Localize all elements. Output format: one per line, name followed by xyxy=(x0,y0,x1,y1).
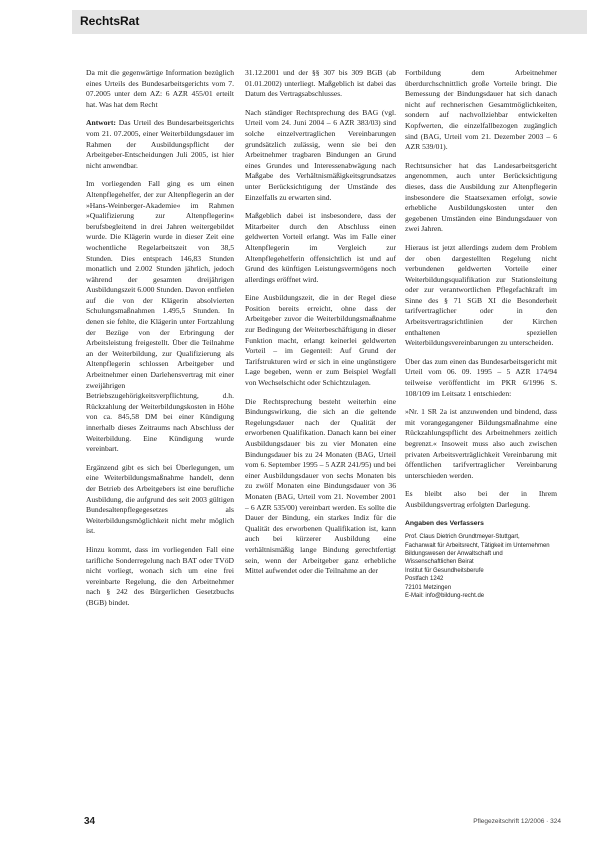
author-info-email: E-Mail: info@bildung-recht.de xyxy=(405,593,485,599)
section-title: RechtsRat xyxy=(80,14,140,28)
text-column-3 xyxy=(405,68,557,600)
answer-label: Antwort: xyxy=(86,118,116,128)
author-info-line: Postfach 1242 xyxy=(405,576,444,583)
footer-source: Pflegezeitschrift 12/2006 · 324 xyxy=(473,818,561,825)
author-info-line: Institut für Gesundheitsberufe xyxy=(405,567,484,574)
paragraph-answer: Antwort: Das Urteil des Bundesarbeitsgerichts vom 21. 07.2005, einer Weiterbildungsdauer im Rahmen der Ausbildungspflicht der Arbeitgeber-Entscheidungen Juli 2005, ist hier nicht anwendbar. xyxy=(86,118,234,170)
text-column-2 xyxy=(245,68,396,585)
paragraph: Ergänzend gibt es sich bei Überlegungen, um eine Weiterbildungsmaßnahme handelt, denn der Betrieb des Arbeitgebers ist eine berufliche Ausbildung, die aufgrund des seit 2003 gültigen Bundesaltenpflegegesetzes als Weiterbildungsmöglichkeit nicht mehr möglich ist. xyxy=(86,462,234,536)
page-number: 34 xyxy=(84,816,96,827)
paragraph: Nach ständiger Rechtsprechung des BAG (vgl. Urteil vom 24. Juni 2004 – 6 AZR 383/03) sind solche einzelvertraglichen Vereinbarungen grundsätzlich zulässig, wenn sie bei den Arbeitnehmer tragbaren Bindungen an Grund eines Grundes und Interessenabwägung nach Maßgabe des Verhältnismäßigkeitsgrundsatzes unter Berücksichtigung der Umstände des Einzelfalls zu erwarten sind. xyxy=(245,107,396,202)
paragraph: »Nr. 1 SR 2a ist anzuwenden und bindend, dass mit vorangegangener Bildungsmaßnahme eine Rückzahlungspflicht des Arbeitnehmers zeitlich begrenzt.« Insoweit muss also auch zwischen privaten Arbeitsverträglichkeit Vereinbarung mit öffentlichen tarifvertraglicher Vereinbarung unterschieden werden. xyxy=(405,407,557,480)
paragraph: Die Rechtsprechung besteht weiterhin eine Bindungswirkung, die sich an die geltende Regelungsdauer nach der Qualität der erworbenen Qualifikation. Danach kann bei einer Ausbildungsdauer bis zu vier Monaten eine Bindungsdauer bis zu 24 Monaten (BAG, Urteil vom 6. September 1995 – 5 AZR 241/95) und bei einer Ausbildungsdauer von sechs Monaten bis zu zwölf Monaten eine Bindungsdauer von 36 Monaten (BAG, Urteil vom 21. November 2001 – 6 AZR 535/00) vereinbart werden. Es sollte die Dauer der Bindung, ein starkes Indiz für die Qualität des erworbenen Qualifikation ist, kann auch bei kürzerer Ausbildung eine verhältnismäßig lange Bindung gerechtfertigt sein, wenn der Arbeitgeber ganz erhebliche Mittel aufwendet oder die Teilnahme an der xyxy=(245,396,396,576)
author-info-title: Angaben des Verfassers xyxy=(405,519,484,527)
author-info-line: 72101 Metzingen xyxy=(405,584,452,591)
text-column-1 xyxy=(86,68,234,617)
author-info-line: Wissenschaftlichen Beirat xyxy=(405,559,474,566)
paragraph: Fortbildung dem Arbeitnehmer überdurchschnittlich große Vorteile bringt. Die Bemessung der Bindungsdauer hat sich danach nicht auf rechnerischen Gesamtmöglichkeiten, sondern auf nachvollziehbar entwickelten Kopfwerten, die einzelfallbezogen zugänglich sind (BAG, Urteil vom 21. Dezember 2003 – 6 AZR 539/01). xyxy=(405,68,557,152)
author-info-line: Bildungswesen der Anwaltschaft und xyxy=(405,550,503,557)
header-bar xyxy=(72,10,587,34)
author-info-line: Prof. Claus Dietrich Grundtmeyer-Stuttgart, xyxy=(405,534,520,541)
paragraph: Da mit die gegenwärtige Information bezüglich eines Urteils des Bundesarbeitsgerichts vom 7. 07.2005 unter dem AZ: 6 AZR 455/01 erteilt hat. Was hat dem Recht xyxy=(86,68,234,109)
paragraph: Hieraus ist jetzt allerdings zudem dem Problem der oben dargestellten Regelung nicht verbundenen geldwerten Vorteile einer Weiterbildungsqualifikation zur Stationsleitung oder zur verantwortlichen Pflegefachkraft im Sinne des § 71 SGB XI die Besonderheit tarifvertraglicher oder in den Arbeitsvertragsrichtlinien der Kirchen enthaltenen speziellen Weiterbildungsvereinbarungen zu unterscheiden. xyxy=(405,242,557,348)
paragraph: Es bleibt also bei der in Ihrem Ausbildungsvertrag erfolgten Darlegung. xyxy=(405,489,557,509)
paragraph: Hinzu kommt, dass im vorliegenden Fall eine tarifliche Sonderregelung nach BAT oder TVöD nicht vorliegt, wonach sich um eine frei vereinbarte Regelung, die den Arbeitnehmer nach § 242 des Bürgerlichen Gesetzbuchs (BGB) bindet. xyxy=(86,544,234,607)
paragraph: Eine Ausbildungszeit, die in der Regel diese Position bereits erreicht, ohne dass der Arbeitgeber zuvor die Weiterbildungsmaßnahme zur Bedingung der Weiterbeschäftigung in dieser Funktion macht, erlangt keinerlei geldwerten Vorteil – im Gegenteil: Auf Grund der Tarifstrukturen wird er sich in eine ungünstigere Lage begeben, wenn er zum Beispiel Wegfall von Wechselschicht oder Schichtzulagen. xyxy=(245,293,396,388)
paragraph: Im vorliegenden Fall ging es um einen Altenpflegehelfer, der zur Altenpflegerin an der »Hans-Weinberger-Akademie« im Rahmen »Qualifizierung zur Altenpflegerin« berufsbegleitend in drei Jahren weitergebildet wurde. Die Klägerin wurde in dieser Zeit eine wochentliche Regelarbeitszeit von 38,5 Stunden. Dies entsprach 146,83 Stunden monatlich und 2.002 Stunden jährlich, jedoch während der gesamten dreijährigen Ausbildungszeit 6.000 Stunden. Davon entfielen auf die von der Klägerin absolvierten Schulungsmaßnahmen 1.495,5 Stunden. In denen sie fehlte, die Klägerin unter Fortzahlung der Bezüge von der Erbringung der Arbeitsleistung freigestellt. Über die Teilnahme an der Weiterbildung, zur Qualifizierung als Altenpflegerin schlossen Arbeitgeber und Arbeitnehmer einen Darlehensvertrag mit einer zweijährigen Betriebszugehörigkeitsverpflichtung, d.h. Rückzahlung der Weiterbildungskosten in Höhe von ca. 845,58 DM bei einer Kündigung innerhalb dieses Zeitraums nach Abschluss der Weiterbildung. Eine Kündigung wurde vereinbart. xyxy=(86,179,234,454)
paragraph: Rechtsunsicher hat das Landesarbeitsgericht angenommen, auch unter Berücksichtigung dieses, dass die Ausbildung zur Altenpflegerin insbesondere die Staatsexamen erfolgt, sowie erhebliche Ausbildungskosten unter den gegebenen Umständen eine Bindungsdauer von zwei Jahren. xyxy=(405,160,557,234)
author-info-line: Fachanwalt für Arbeitsrecht, Tätigkeit im Unternehmen xyxy=(405,542,550,549)
paragraph: 31.12.2001 und der §§ 307 bis 309 BGB (ab 01.01.2002) unterliegt. Maßgeblich ist dabei das Datum des Vertragsabschlusses. xyxy=(245,68,396,99)
paragraph: Über das zum einen das Bundesarbeitsgericht mit Urteil vom 06. 09. 1995 – 5 AZR 174/94 teilweise veröffentlicht im PKR 6/1996 S. 108/109 im Leitsatz 1 entschieden: xyxy=(405,356,557,398)
paragraph: Maßgeblich dabei ist insbesondere, dass der Mitarbeiter durch den Abschluss einen geldwerten Vorteil erlangt. Was im Falle einer Altenpflegerin im Vergleich zur Altenpflegehelferin offensichtlich ist und auf Grund des künftigen Leistungsvermögens noch allerdings eröffnet wird. xyxy=(245,211,396,284)
